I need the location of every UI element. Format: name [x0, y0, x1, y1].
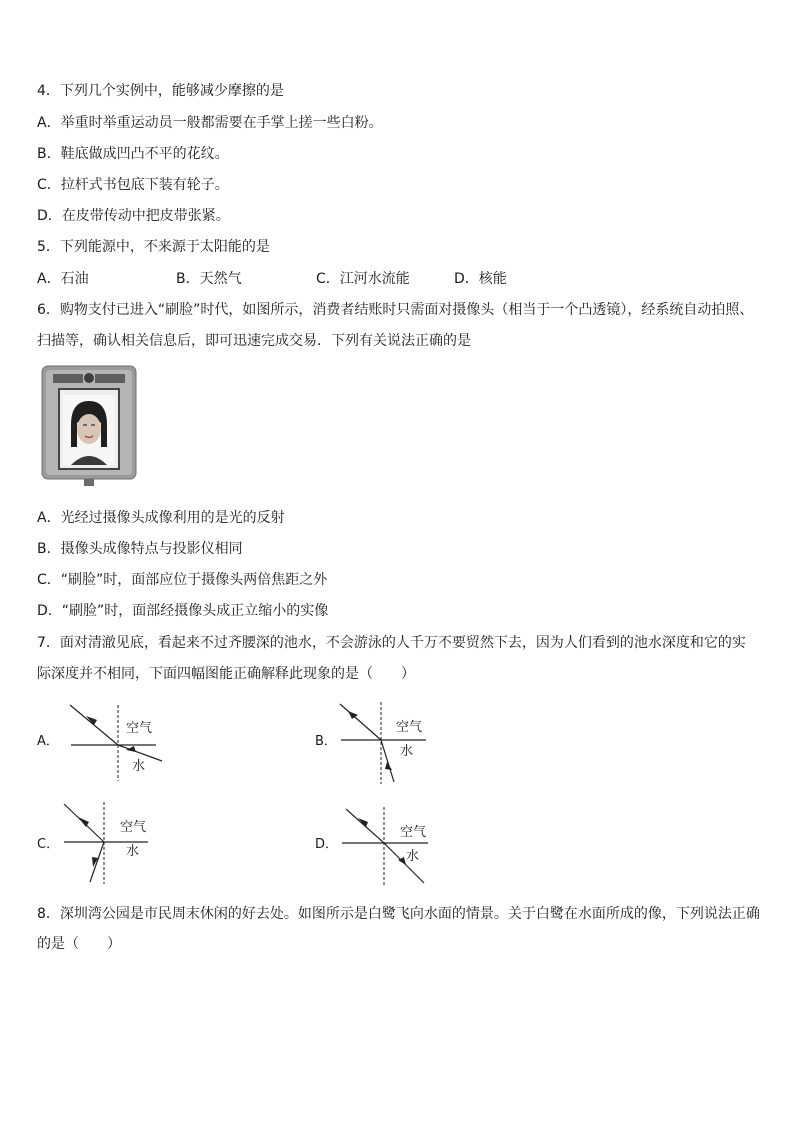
- q4-stem: 4．下列几个实例中，能够减少摩擦的是: [37, 83, 284, 99]
- q7-stem-line2: 际深度并不相同，下面四幅图能正确解释此现象的是（ ）: [37, 666, 415, 682]
- q7-diagram-c: [62, 800, 162, 890]
- q8-stem-line1: 8．深圳湾公园是市民周末休闲的好去处。如图所示是白鹭飞向水面的情景。关于白鹭在水面所成的像，下列说法正确: [37, 906, 760, 922]
- q8-stem-line2: 的是（ ）: [37, 936, 121, 952]
- q6-stem-line1: 6．购物支付已进入“刷脸”时代，如图所示，消费者结账时只需面对摄像头（相当于一个凸透镜），经系统自动拍照、: [37, 302, 754, 318]
- water-label: 水: [132, 759, 146, 774]
- q7-diagram-a-label: A．: [37, 734, 59, 749]
- q7-diagram-c-label: C．: [37, 837, 60, 852]
- q5-option-a: A．石油: [37, 271, 89, 287]
- air-label: 空气: [400, 825, 427, 840]
- air-label: 空气: [126, 721, 153, 736]
- q5-option-d: D．核能: [454, 271, 507, 287]
- q6-option-c: C．“刷脸”时，面部应位于摄像头两倍焦距之外: [37, 572, 328, 588]
- q4-option-c: C．拉杆式书包底下装有轮子。: [37, 177, 229, 193]
- water-label: 水: [400, 744, 414, 759]
- q6-option-d: D．“刷脸”时，面部经摄像头成正立缩小的实像: [37, 603, 329, 619]
- water-label: 水: [126, 844, 140, 859]
- q7-diagram-d-label: D．: [315, 837, 339, 852]
- face-scan-terminal-image: [41, 365, 137, 487]
- q4-option-b: B．鞋底做成凹凸不平的花纹。: [37, 146, 229, 162]
- water-label: 水: [406, 849, 420, 864]
- q4-option-d: D．在皮带传动中把皮带张紧。: [37, 208, 230, 224]
- q5-option-b: B．天然气: [176, 271, 242, 287]
- q7-stem-line1: 7．面对清澈见底，看起来不过齐腰深的池水，不会游泳的人千万不要贸然下去，因为人们看到的池水深度和它的实: [37, 635, 746, 651]
- q5-stem: 5．下列能源中，不来源于太阳能的是: [37, 239, 270, 255]
- q6-stem-line2: 扫描等，确认相关信息后，即可迅速完成交易．下列有关说法正确的是: [37, 333, 471, 349]
- q5-option-c: C．江河水流能: [316, 271, 410, 287]
- q6-option-a: A．光经过摄像头成像利用的是光的反射: [37, 510, 285, 526]
- air-label: 空气: [120, 820, 147, 835]
- q7-diagram-a: [66, 703, 166, 787]
- q7-diagram-b-label: B．: [315, 734, 337, 749]
- q7-diagram-b: [336, 700, 436, 790]
- q7-diagram-d: [340, 805, 440, 891]
- q6-option-b: B．摄像头成像特点与投影仪相同: [37, 541, 243, 557]
- air-label: 空气: [396, 720, 423, 735]
- q4-option-a: A．举重时举重运动员一般都需要在手掌上搓一些白粉。: [37, 115, 383, 131]
